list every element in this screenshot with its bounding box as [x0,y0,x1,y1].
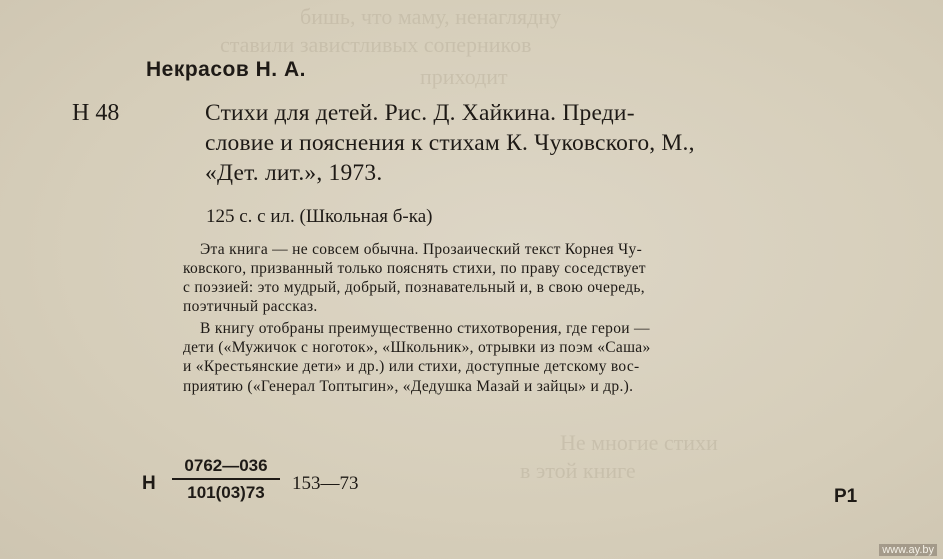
title-line: словие и пояснения к стихам К. Чуковского, М., [205,130,695,156]
annotation-line: приятию («Генерал Топтыгин», «Дедушка Мазай и зайцы» и др.). [183,378,634,395]
catalog-card-page: бишь, что маму, ненаглядну ставили завистливых соперников приходит Не многие стихи в этой книге Некрасов Н. А. Н 48 Стихи для детей. Рис. Д. Хайкина. Преди- словие и пояснения к стихам К. Чуковского, М., «Дет. лит.», 1973. 125 с. с ил. (Школьная б-ка) Эта книга — не совсем обычна. Прозаический текст Корнея Чу- ковского, призванный только пояснять стихи, по праву соседствует с поэзией: это мудрый, добрый, познавательный и, в свою очередь, поэтичный рассказ. В книгу отобраны преимущественно стихотворения, где герои — дети («Мужичок с ноготок», «Школьник», отрывки из поэм «Саша» и «Крестьянские дети» и др.) или стихи, доступные детскому вос- приятию («Генерал Топтыгин», «Дедушка Мазай и зайцы» и др.). Н $\frac{0762—036}{101(03)73}$ 153—73 Р1 www.ay.by [0,0,943,559]
annotation-line: поэтичный рассказ. [183,298,318,315]
annotation-line: Эта книга — не совсем обычна. Прозаический текст Корнея Чу- [200,241,643,258]
watermark: www.ay.by [879,544,937,556]
price-code: Р1 [834,486,858,507]
title-line: Стихи для детей. Рис. Д. Хайкина. Преди- [205,100,635,126]
annotation-line: и «Крестьянские дети» и др.) или стихи, доступные детскому вос- [183,358,640,375]
bbk-fraction [172,456,280,503]
title-line: «Дет. лит.», 1973. [205,160,383,186]
annotation-line: с поэзией: это мудрый, добрый, познавательный и, в свою очередь, [183,279,645,296]
annotation-line: ковского, призванный только пояснять стихи, по праву соседствует [183,260,646,277]
annotation-line: В книгу отобраны преимущественно стихотворения, где герои — [200,320,650,337]
bbk-numerator: 0762—036 [172,456,280,480]
pages-series-info: 125 с. с ил. (Школьная б-ка) [206,206,433,227]
bbk-letter: Н [142,473,156,494]
order-number: 153—73 [292,473,359,494]
author-name: Некрасов Н. А. [146,58,306,81]
bbk-denominator: 101(03)73 [187,483,265,502]
classification-code: Н 48 [72,100,120,126]
annotation-line: дети («Мужичок с ноготок», «Школьник», отрывки из поэм «Саша» [183,339,651,356]
